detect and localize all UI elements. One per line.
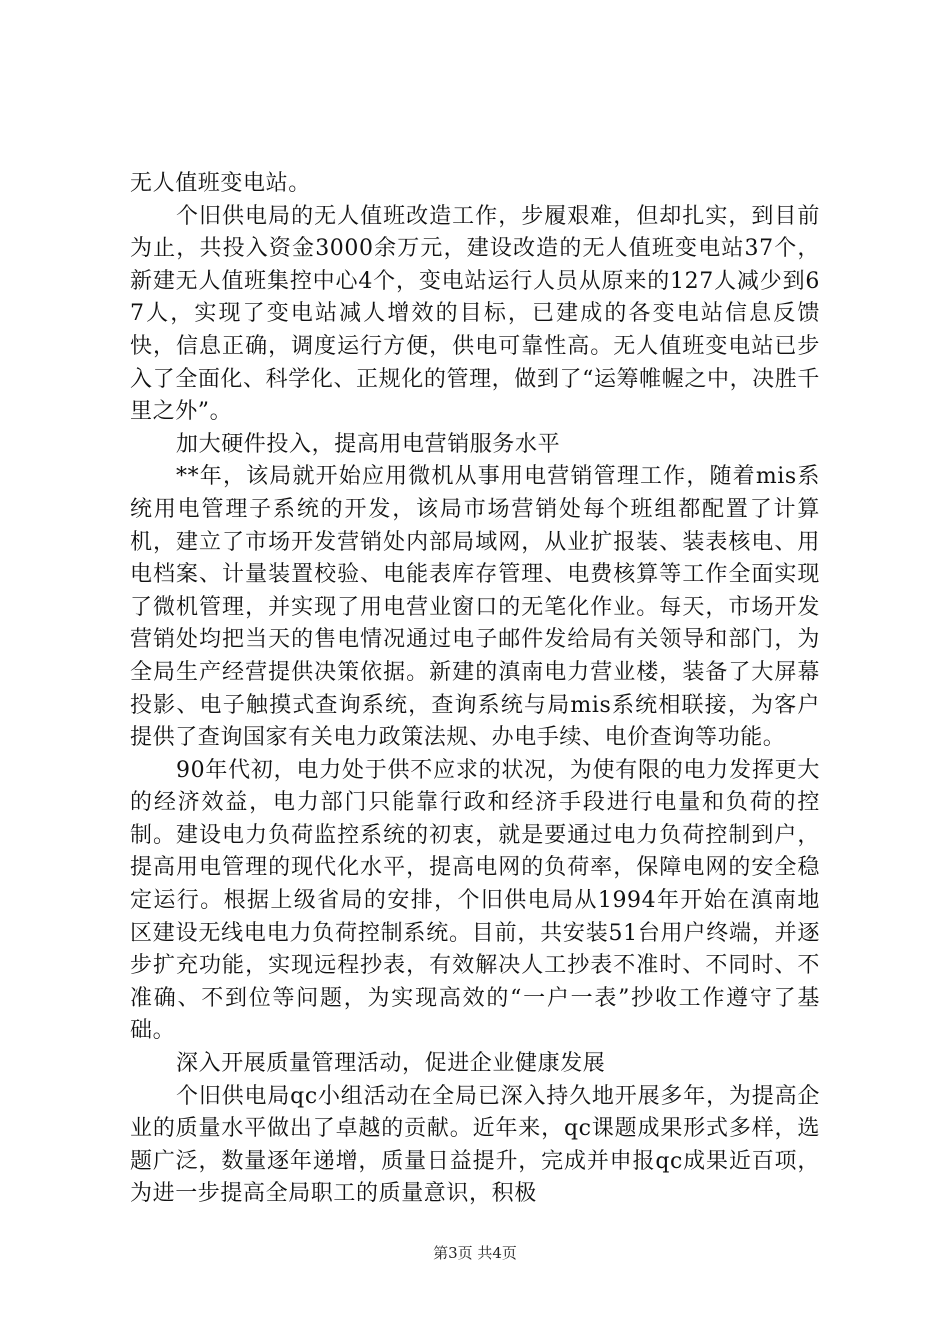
section-heading-hardware: 加大硬件投入，提高用电营销服务水平	[176, 431, 561, 457]
document-body	[130, 168, 820, 1211]
paragraph-marketing-computerization: **年，该局就开始应用微机从事用电营销管理工作，随着mis系统用电管理子系统的开发，该局市场营销处每个班组都配置了计算机，建立了市场开发营销处内部局域网，从业扩报装、装表核电、用电档案、计量装置校验、电能表库存管理、电费核算等工作全面实现了微机管理，并实现了用电营业窗口的无笔化作业。每天，市场开发营销处均把当天的售电情况通过电子邮件发给局有关领导和部门，为全局生产经营提供决策依据。新建的滇南电力营业楼，装备了大屏幕投影、电子触摸式查询系统，查询系统与局mis系统相联接，为客户提供了查询国家有关电力政策法规、办电手续、电价查询等功能。	[130, 464, 820, 751]
paragraph-load-control: 90年代初，电力处于供不应求的状况，为使有限的电力发挥更大的经济效益，电力部门只能靠行政和经济手段进行电量和负荷的控制。建设电力负荷监控系统的初衷，就是要通过电力负荷控制到户，提高用电管理的现代化水平，提高电网的负荷率，保障电网的安全稳定运行。根据上级省局的安排，个旧供电局从1994年开始在滇南地区建设无线电电力负荷控制系统。目前，共安装51台用户终端，并逐步扩充功能，实现远程抄表，有效解决人工抄表不准时、不同时、不准确、不到位等问题，为实现高效的“一户一表”抄收工作遵守了基础。	[130, 757, 820, 1044]
section-heading-quality: 深入开展质量管理活动，促进企业健康发展	[176, 1051, 606, 1077]
paragraph-continuation: 无人值班变电站。	[130, 171, 311, 196]
paragraph-qc-activities: 个旧供电局qc小组活动在全局已深入持久地开展多年，为提高企业的质量水平做出了卓越的贡献。近年来，qc课题成果形式多样，选题广泛，数量逐年递增，质量日益提升，完成并申报qc成果近百项，为进一步提高全局职工的质量意识，积极	[130, 1083, 820, 1207]
page-footer: 第3页 共4页	[433, 1244, 517, 1262]
paragraph-substation-renovation: 个旧供电局的无人值班改造工作，步履艰难，但却扎实，到目前为止，共投入资金3000余万元，建设改造的无人值班变电站37个，新建无人值班集控中心4个，变电站运行人员从原来的127人减少到67人，实现了变电站减人增效的目标，已建成的各变电站信息反馈快，信息正确，调度运行方便，供电可靠性高。无人值班变电站已步入了全面化、科学化、正规化的管理，做到了“运筹帷幄之中，决胜千里之外”。	[130, 203, 820, 425]
